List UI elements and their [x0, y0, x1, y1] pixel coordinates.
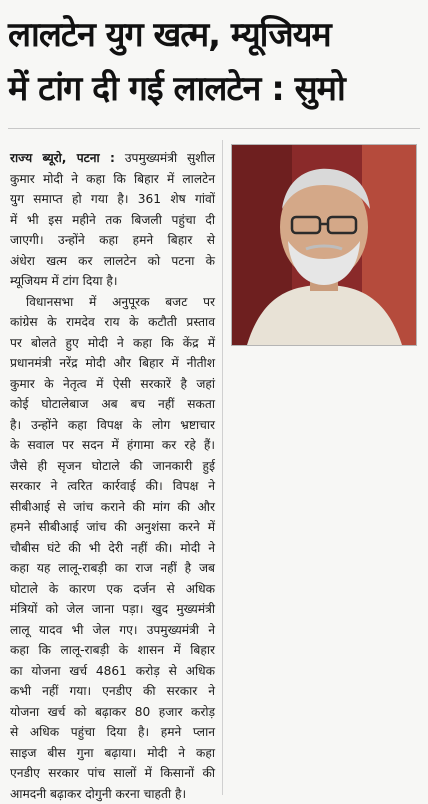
headline-divider	[8, 128, 420, 129]
body-line: विधानसभा में अनुपूरक बजट पर	[10, 292, 215, 313]
body-line: घोटाले के कारण एक दर्जन से अधिक	[10, 579, 215, 600]
column-divider	[222, 140, 223, 795]
body-line: सरकार ने त्वरित कार्रवाई की। विपक्ष ने	[10, 476, 215, 497]
body-line: कांग्रेस के रामदेव राय के कटौती प्रस्ताव	[10, 312, 215, 333]
body-line: हमने सीबीआई जांच की अनुशंसा करने में	[10, 517, 215, 538]
body-line: एनडीए सरकार पांच सालों में किसानों की	[10, 763, 215, 784]
portrait-illustration	[232, 145, 416, 345]
body-line: का योजना खर्च 4861 करोड़ से अधिक	[10, 661, 215, 682]
body-line: कुमार मोदी ने कहा कि बिहार में लालटेन	[10, 169, 215, 190]
body-line: पर बोलते हुए मोदी ने कहा कि केंद्र में	[10, 333, 215, 354]
body-line: में भी इस महीने तक बिजली पहुंचा दी	[10, 210, 215, 231]
body-line: कभी नहीं गया। एनडीए की सरकार ने	[10, 681, 215, 702]
body-line: मंत्रियों को जेल जाना पड़ा। खुद मुख्यमंत्री	[10, 599, 215, 620]
body-line: सीबीआई से जांच कराने की मांग की और	[10, 497, 215, 518]
body-line: युग समाप्त हो गया है। 361 शेष गांवों	[10, 189, 215, 210]
body-line: चौबीस घंटे की भी देरी नहीं की। मोदी ने	[10, 538, 215, 559]
dateline: राज्य ब्यूरो, पटना :	[10, 151, 115, 165]
person-photo	[231, 144, 417, 346]
body-line: कहा कि लालू-राबड़ी के शासन में बिहार	[10, 640, 215, 661]
body-line: आमदनी बढ़ाकर दोगुनी करना चाहती है।	[10, 784, 215, 804]
body-line: अंधेरा खत्म कर लालटेन को पटना के	[10, 251, 215, 272]
headline-line-1: लालटेन युग खत्म, म्यूजियम	[8, 8, 422, 62]
body-line: प्रधानमंत्री नरेंद्र मोदी और बिहार में नीतीश	[10, 353, 215, 374]
body-line: जैसे ही सृजन घोटाले की जानकारी हुई	[10, 456, 215, 477]
article-headline	[8, 8, 422, 116]
body-line: से अधिक पहुंचा दिया है। हमने प्लान	[10, 722, 215, 743]
headline-line-2: में टांग दी गई लालटेन : सुमो	[8, 62, 422, 116]
body-line: राज्य ब्यूरो, पटना : उपमुख्यमंत्री सुशील	[10, 148, 215, 169]
body-line: कुमार के नेतृत्व में ऐसी सरकारें है जहां	[10, 374, 215, 395]
body-line: म्यूजियम में टांग दिया है।	[10, 271, 215, 292]
body-line: है। उन्होंने कहा विपक्ष के लोग भ्रष्टाचार	[10, 415, 215, 436]
body-line: साइज बीस गुना बढ़ाया। मोदी ने कहा	[10, 743, 215, 764]
body-line: कोई घोटालेबाज अब बच नहीं सकता	[10, 394, 215, 415]
body-line: कहा यह लालू-राबड़ी का राज नहीं है जब	[10, 558, 215, 579]
body-line: जाएगी। उन्होंने कहा हमने बिहार से	[10, 230, 215, 251]
body-line: योजना खर्च को बढ़ाकर 80 हजार करोड़	[10, 702, 215, 723]
body-line: लालू यादव भी जेल गए। उपमुख्यमंत्री ने	[10, 620, 215, 641]
article-body	[10, 148, 215, 804]
body-line: के सवाल पर सदन में हंगामा कर रहे हैं।	[10, 435, 215, 456]
